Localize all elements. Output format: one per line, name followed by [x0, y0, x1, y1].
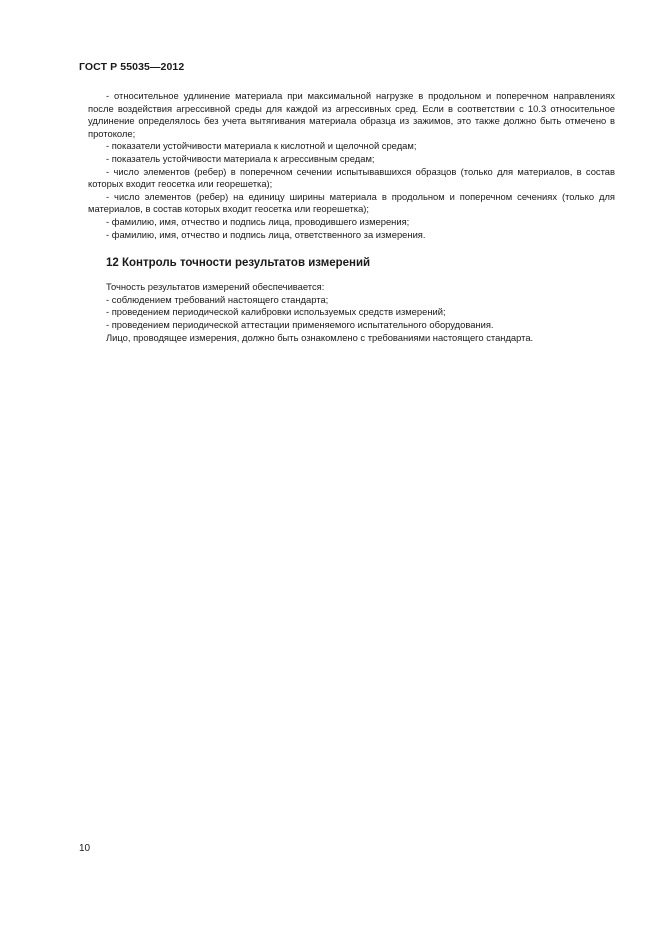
list-item-aggressive-media-resistance: - показатель устойчивости материала к агрессивным средам; — [106, 152, 375, 164]
section-heading: 12 Контроль точности результатов измерений — [106, 257, 371, 270]
document-header: ГОСТ Р 55035—2012 — [79, 61, 185, 73]
closing-paragraph: Лицо, проводящее измерения, должно быть ознакомлено с требованиями настоящего стандарта. — [106, 331, 534, 343]
list-item-tester-signature: - фамилию, имя, отчество и подпись лица, проводившего измерения; — [106, 215, 410, 227]
accuracy-intro: Точность результатов измерений обеспечивается: — [106, 281, 325, 293]
list-item-rib-count-per-width: - число элементов (ребер) на единицу ширины материала в продольном и поперечном сечениях (только для материалов, в состав которых входит геосетка или георешетка); — [88, 190, 615, 215]
list-item-standard-compliance: - соблюдением требований настоящего стандарта; — [106, 293, 329, 305]
list-item-calibration: - проведением периодической калибровки используемых средств измерений; — [106, 306, 446, 318]
page-number: 10 — [79, 843, 91, 854]
list-item-elongation: - относительное удлинение материала при максимальной нагрузке в продольном и поперечном направлениях после воздействия агрессивной среды для каждой из агрессивных сред. Если в соответствии с 10.3 относительное удлинение определялось без учета вытягивания материала образца из зажимов, это также должно быть отмечено в протоколе; — [88, 90, 615, 139]
list-item-acid-alkali-resistance: - показатели устойчивости материала к кислотной и щелочной средам; — [106, 140, 417, 152]
list-item-rib-count-cross-section: - число элементов (ребер) в поперечном сечении испытывавшихся образцов (только для материалов, в состав которых входит геосетка или георешетка); — [88, 165, 615, 190]
list-item-attestation: - проведением периодической аттестации применяемого испытательного оборудования. — [106, 318, 494, 330]
page-content — [88, 90, 615, 344]
list-item-responsible-signature: - фамилию, имя, отчество и подпись лица, ответственного за измерения. — [106, 228, 426, 240]
